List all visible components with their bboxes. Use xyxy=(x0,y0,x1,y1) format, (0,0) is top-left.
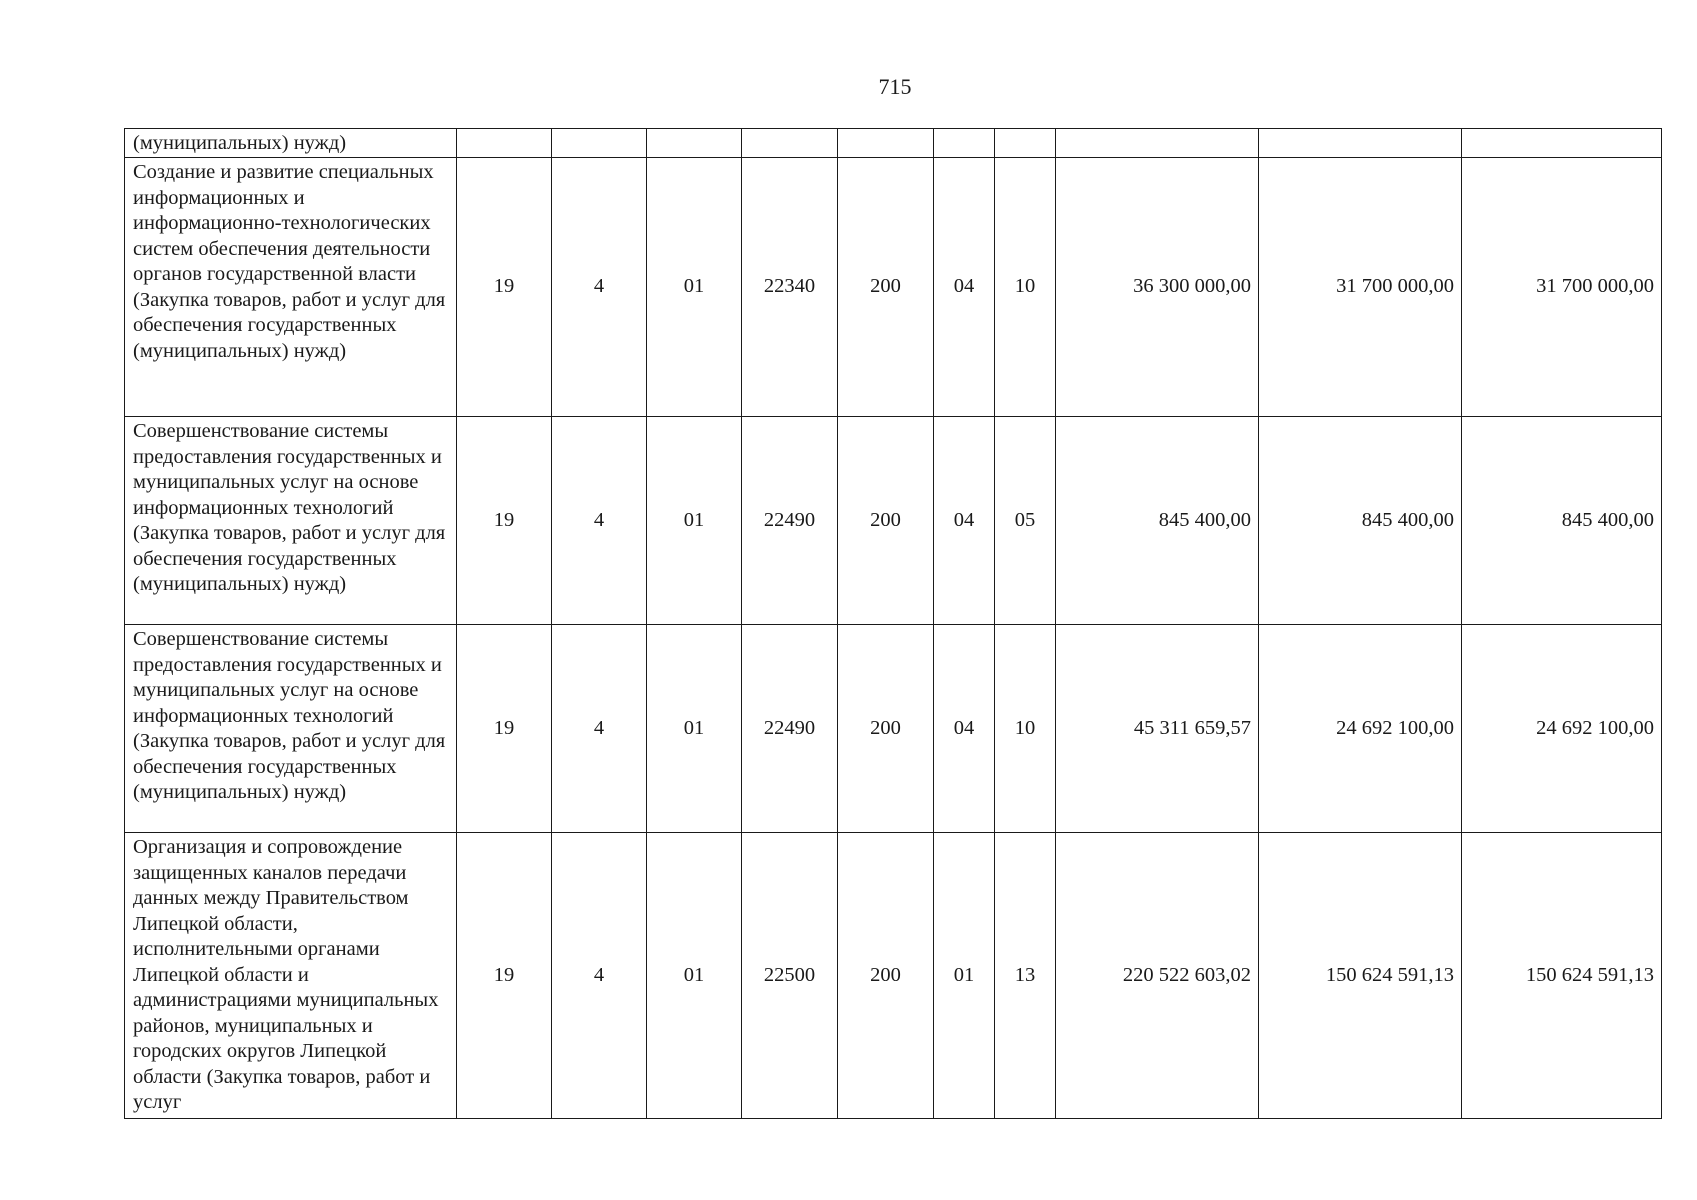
amount-year-2: 845 400,00 xyxy=(1259,417,1462,625)
subsection-code: 10 xyxy=(995,158,1056,417)
amount-year-2: 150 624 591,13 xyxy=(1259,833,1462,1119)
main-event-code xyxy=(647,129,742,158)
direction-code xyxy=(742,129,838,158)
main-event-code: 01 xyxy=(647,625,742,833)
main-event-code: 01 xyxy=(647,158,742,417)
expense-type-code: 200 xyxy=(838,417,934,625)
section-code: 04 xyxy=(934,625,995,833)
amount-year-1: 845 400,00 xyxy=(1056,417,1259,625)
row-name: Совершенствование системы предоставления государственных и муниципальных услуг на основе информационных технологий (Закупка товаров, работ и услуг для обеспечения государственных (муниципальных) нужд) xyxy=(125,625,457,833)
table-row-continuation xyxy=(125,129,1662,158)
section-code: 01 xyxy=(934,833,995,1119)
program-code xyxy=(457,129,552,158)
expense-type-code xyxy=(838,129,934,158)
amount-year-3: 24 692 100,00 xyxy=(1462,625,1662,833)
subprogram-code xyxy=(552,129,647,158)
amount-year-1 xyxy=(1056,129,1259,158)
subprogram-code: 4 xyxy=(552,625,647,833)
expense-type-code: 200 xyxy=(838,625,934,833)
amount-year-3 xyxy=(1462,129,1662,158)
subsection-code: 05 xyxy=(995,417,1056,625)
amount-year-3: 845 400,00 xyxy=(1462,417,1662,625)
subsection-code: 13 xyxy=(995,833,1056,1119)
table-row xyxy=(125,158,1662,417)
expense-type-code: 200 xyxy=(838,158,934,417)
main-event-code: 01 xyxy=(647,417,742,625)
direction-code: 22500 xyxy=(742,833,838,1119)
amount-year-3: 150 624 591,13 xyxy=(1462,833,1662,1119)
main-event-code: 01 xyxy=(647,833,742,1119)
direction-code: 22490 xyxy=(742,625,838,833)
page-number: 715 xyxy=(878,74,912,99)
direction-code: 22340 xyxy=(742,158,838,417)
table-row xyxy=(125,833,1662,1119)
amount-year-2 xyxy=(1259,129,1462,158)
section-code: 04 xyxy=(934,158,995,417)
amount-year-3: 31 700 000,00 xyxy=(1462,158,1662,417)
amount-year-1: 36 300 000,00 xyxy=(1056,158,1259,417)
budget-table xyxy=(124,128,1662,1119)
table-row xyxy=(125,417,1662,625)
program-code: 19 xyxy=(457,417,552,625)
amount-year-1: 45 311 659,57 xyxy=(1056,625,1259,833)
direction-code: 22490 xyxy=(742,417,838,625)
program-code: 19 xyxy=(457,158,552,417)
section-code xyxy=(934,129,995,158)
section-code: 04 xyxy=(934,417,995,625)
table-row xyxy=(125,625,1662,833)
expense-type-code: 200 xyxy=(838,833,934,1119)
row-name: (муниципальных) нужд) xyxy=(125,129,457,158)
amount-year-2: 31 700 000,00 xyxy=(1259,158,1462,417)
row-name: Организация и сопровождение защищенных каналов передачи данных между Правительством Липецкой области, исполнительными органами Липецкой области и администрациями муниципальных районов, муниципальных и городских округов Липецкой области (Закупка товаров, работ и услуг xyxy=(125,833,457,1119)
row-name: Совершенствование системы предоставления государственных и муниципальных услуг на основе информационных технологий (Закупка товаров, работ и услуг для обеспечения государственных (муниципальных) нужд) xyxy=(125,417,457,625)
subprogram-code: 4 xyxy=(552,417,647,625)
amount-year-1: 220 522 603,02 xyxy=(1056,833,1259,1119)
subsection-code: 10 xyxy=(995,625,1056,833)
program-code: 19 xyxy=(457,833,552,1119)
program-code: 19 xyxy=(457,625,552,833)
subprogram-code: 4 xyxy=(552,833,647,1119)
amount-year-2: 24 692 100,00 xyxy=(1259,625,1462,833)
subsection-code xyxy=(995,129,1056,158)
row-name: Создание и развитие специальных информационных и информационно-технологических систем обеспечения деятельности органов государственной власти (Закупка товаров, работ и услуг для обеспечения государственных (муниципальных) нужд) xyxy=(125,158,457,417)
subprogram-code: 4 xyxy=(552,158,647,417)
